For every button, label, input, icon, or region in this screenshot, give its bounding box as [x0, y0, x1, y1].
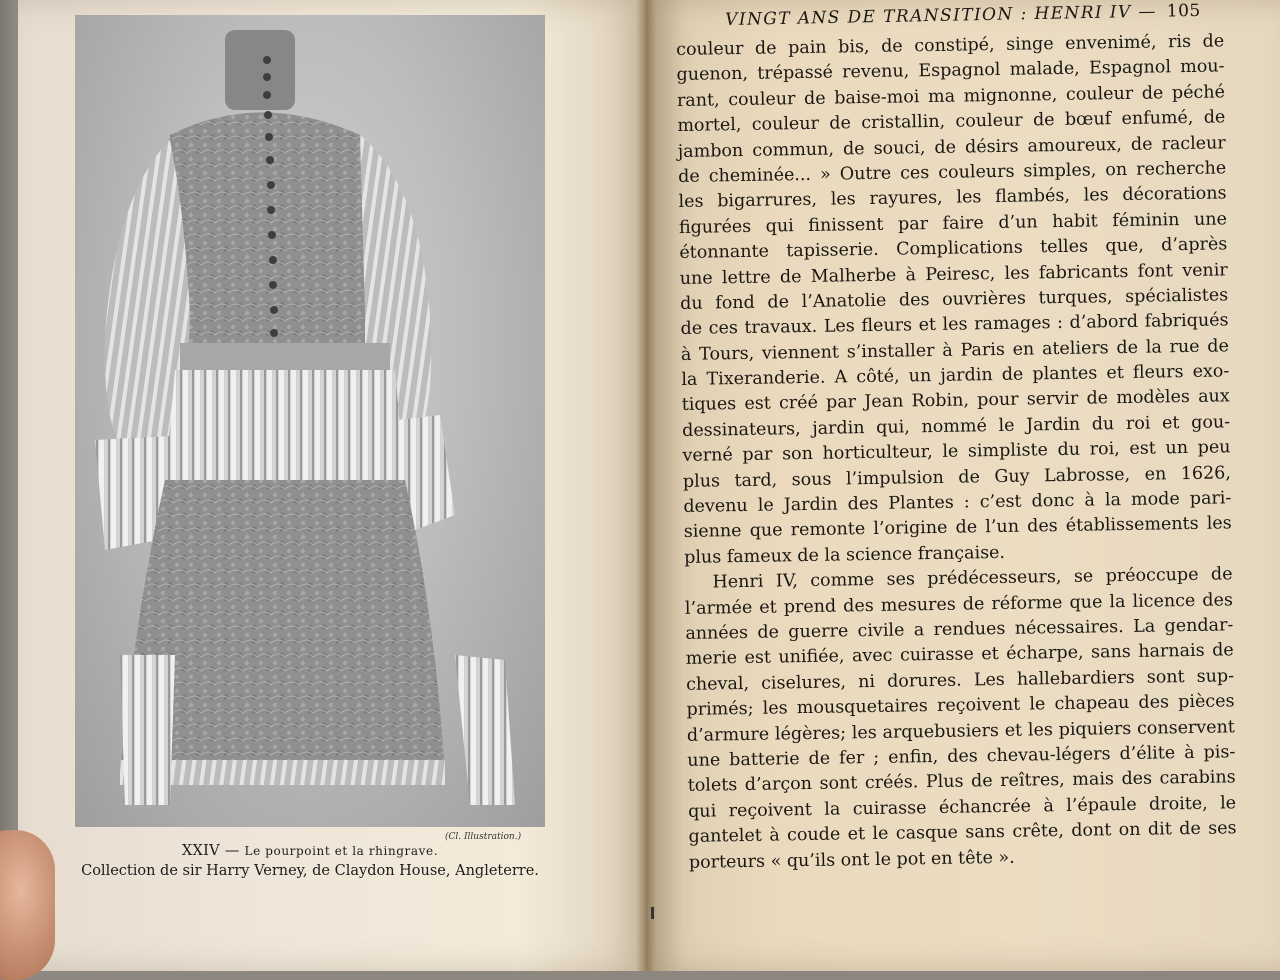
text-line: d’armure légères; les arquebusiers et les piquiers conservent [686, 716, 1236, 746]
ribbon-peplum [165, 370, 405, 485]
text-line: qui reçoivent la cuirasse échancrée à l’épaule droite, le [687, 793, 1237, 822]
text-line: cheval, ciselures, ni dorures. Les hallebardiers sont sup- [686, 666, 1235, 695]
text-line: mortel, couleur de cristallin, couleur de bœuf enfumé, de [677, 107, 1226, 137]
right-ribbon-loops [455, 655, 515, 805]
text-line: devenu le Jardin des Plantes : c’est donc à la mode pari- [683, 488, 1232, 517]
plate-number: XXIV — [181, 843, 245, 859]
text-line: sienne que remonte l’origine de l’un des établissements les [683, 513, 1232, 543]
text-line: de cheminée... » Outre ces couleurs simples, on recherche [678, 158, 1227, 187]
plate-caption [75, 843, 545, 859]
text-line: figurées qui finissent par faire d’un habit féminin une [678, 209, 1228, 238]
text-line: gantelet à coude et le casque sans crête, dont on dit de ses [688, 818, 1237, 848]
text-line: guenon, trépassé revenu, Espagnol malade, Espagnol mou- [676, 56, 1225, 86]
text-line: plus fameux de la science française. [684, 542, 1006, 568]
body-text [676, 29, 1237, 875]
text-line: une lettre de Malherbe à Peiresc, les fabricants font venir [679, 259, 1228, 289]
text-line: tiques est créé par Jean Robin, pour servir de modèles aux [681, 386, 1230, 416]
text-line: couleur de pain bis, de constipé, singe envenimé, ris de [676, 31, 1225, 60]
text-line: porteurs « qu’ils ont le pot en tête ». [688, 847, 1015, 873]
text-line: plus tard, sous l’impulsion de Guy Labrosse, en 1626, [682, 462, 1232, 492]
text-line: jambon commun, de souci, de désirs amoureux, de racleur [677, 132, 1226, 162]
text-line: tolets d’arçon sont créés. Plus de reîtres, mais des carabins [687, 767, 1236, 797]
text-line: la Tixeranderie. A côté, un jardin de plantes et fleurs exo- [681, 361, 1230, 391]
text-line: de ces travaux. Les fleurs et les ramages : d’abord fabriqués [680, 310, 1229, 340]
text-line: primés; les mousquetaires reçoivent le chapeau des pièces [686, 691, 1235, 721]
running-head-title: VINGT ANS DE TRANSITION : HENRI IV — [725, 1, 1158, 30]
text-line: les bigarrures, les rayures, les flambés, les décorations [678, 183, 1227, 213]
text-line: l’armée et prend des mesures de réforme que la licence des [684, 589, 1234, 619]
text-line: étonnante tapisserie. Complications telles que, d’après [679, 234, 1228, 264]
text-line: verné par son horticulteur, le simpliste du roi, est un peu [682, 437, 1231, 467]
text-line: à Tours, viennent s’installer à Paris en ateliers de la rue de [680, 336, 1230, 365]
text-line: une batterie de fer ; enfin, des chevau-légers d’élite à pis- [687, 742, 1236, 771]
text-line: merie est unifiée, avec cuirasse et écharpe, sans harnais de [685, 640, 1234, 670]
text-line: du fond de l’Anatolie des ouvrières turques, spécialistes [680, 285, 1229, 314]
left-ribbon-loops [120, 655, 175, 805]
text-line: dessinateurs, jardin qui, nommé le Jardin du roi et gou- [682, 412, 1231, 441]
collar [225, 30, 295, 110]
margin-mark [651, 907, 654, 919]
plate-collection: Collection de sir Harry Verney, de Claydon House, Angleterre. [81, 863, 539, 879]
text-line: années de guerre civile a rendues nécessaires. La gendar- [685, 615, 1234, 644]
text-line: rant, couleur de baise-moi ma mignonne, couleur de péché [676, 82, 1226, 111]
holding-thumb [0, 830, 55, 980]
page-number: 105 [1166, 0, 1201, 22]
text-line: Henri IV, comme ses prédécesseurs, se préoccupe de [712, 564, 1233, 593]
doublet-photograph [75, 15, 545, 827]
book-gutter [636, 0, 656, 971]
waistband [180, 343, 390, 373]
photo-credit: (Cl. Illustration.) [445, 832, 522, 842]
plate-title: Le pourpoint et la rhingrave. [244, 844, 439, 858]
